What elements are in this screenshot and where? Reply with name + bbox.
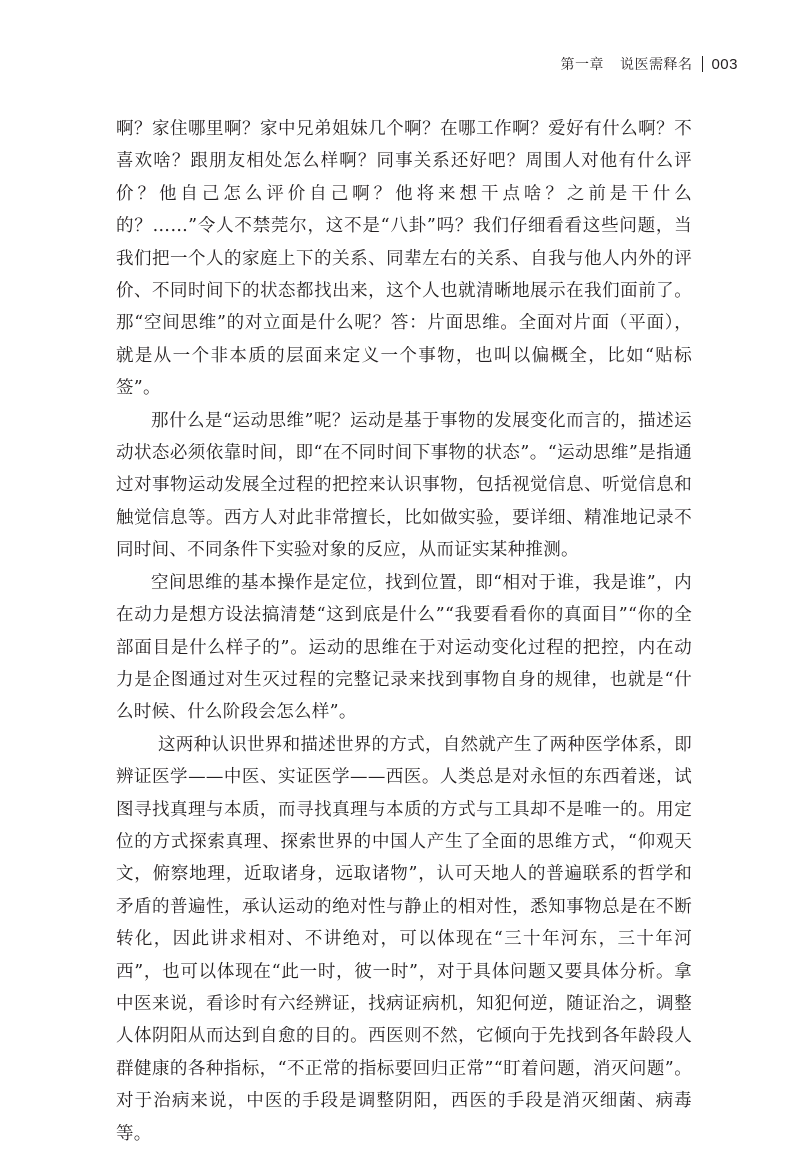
header-divider [702, 56, 703, 72]
running-header [560, 52, 738, 76]
chapter-label: 第一章 [560, 57, 604, 73]
body-text [116, 113, 692, 1150]
paragraph-spatial-thinking: 空间思维的基本操作是定位，找到位置，即“相对于谁，我是谁”，内在动力是想方设法搞清楚“这到底是什么”“我要看看你的真面目”“你的全部面目是什么样子的”。运动的思维在于对运动变化过程的把控，内在动力是企图通过对生灭过程的完整记录来找到事物自身的规律，也就是“什么时候、什么阶段会怎么样”。 [116, 572, 692, 723]
paragraph-two-medical-systems: 这两种认识世界和描述世界的方式，自然就产生了两种医学体系，即辨证医学——中医、实证医学——西医。人类总是对永恒的东西着迷，试图寻找真理与本质，而寻找真理与本质的方式与工具却不是唯一的。用定位的方式探索真理、探索世界的中国人产生了全面的思维方式，“仰观天文，俯察地理，近取诸身，远取诸物”，认可天地人的普遍联系的哲学和矛盾的普遍性，承认运动的绝对性与静止的相对性，悉知事物总是在不断转化，因此讲求相对、不讲绝对，可以体现在“三十年河东，三十年河西”，也可以体现在“此一时，彼一时”，对于具体问题又要具体分析。拿中医来说，看诊时有六经辨证，找病证病机，知犯何逆，随证治之，调整人体阴阳从而达到自愈的目的。西医则不然，它倾向于先找到各年龄段人群健康的各种指标，“不正常的指标要回归正常”“盯着问题，消灭问题”。对于治病来说，中医的手段是调整阴阳，西医的手段是消灭细菌、病毒等。 [116, 734, 692, 1144]
chapter-title: 说医需释名 [619, 57, 693, 73]
paragraph-continued: 啊？家住哪里啊？家中兄弟姐妹几个啊？在哪工作啊？爱好有什么啊？不喜欢啥？跟朋友相处怎么样啊？同事关系还好吧？周围人对他有什么评价？他自己怎么评价自己啊？他将来想干点啥？之前是干什么的？……”令人不禁莞尔，这不是“八卦”吗？我们仔细看看这些问题，当我们把一个人的家庭上下的关系、同辈左右的关系、自我与他人内外的评价、不同时间下的状态都找出来，这个人也就清晰地展示在我们面前了。那“空间思维”的对立面是什么呢？答：片面思维。全面对片面（平面），就是从一个非本质的层面来定义一个事物，也叫以偏概全，比如“贴标签”。 [116, 119, 692, 399]
paragraph-motion-thinking: 那什么是“运动思维”呢？运动是基于事物的发展变化而言的，描述运动状态必须依靠时间，即“在不同时间下事物的状态”。“运动思维”是指通过对事物运动发展全过程的把控来认识事物，包括视觉信息、听觉信息和触觉信息等。西方人对此非常擅长，比如做实验，要详细、精准地记录不同时间、不同条件下实验对象的反应，从而证实某种推测。 [116, 410, 692, 561]
page-number: 003 [711, 55, 738, 73]
